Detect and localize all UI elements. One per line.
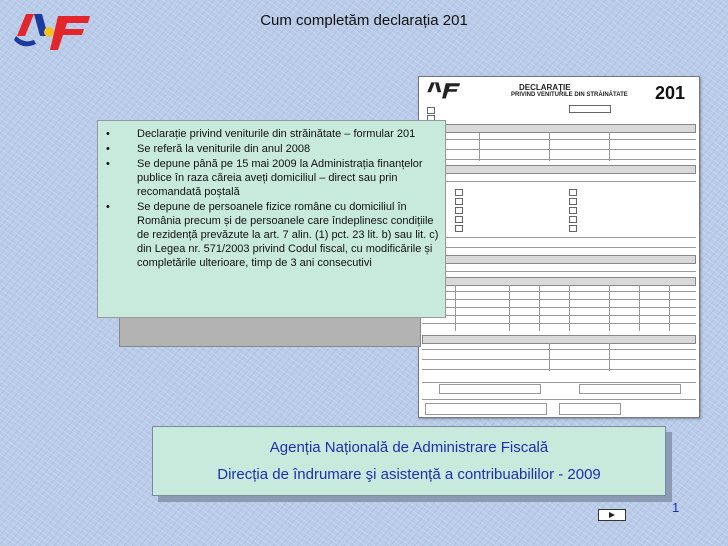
play-icon	[609, 512, 615, 518]
department-name: Direcția de îndrumare şi asistență a contribuabililor - 2009	[217, 466, 601, 483]
bullet-icon: •	[106, 158, 110, 170]
bullet-icon: •	[106, 201, 110, 213]
list-item	[102, 200, 441, 270]
page-number: 1	[672, 500, 680, 515]
list-item-text: Se depune de persoanele fizice române cu domiciliul în România precum și de persoanele care îndeplinesc condițiile de rezidență prevăzute la art. 7 alin. (1) pct. 23 lit. b) sau lit. c) din Legea nr. 571/2003 privind Codul fiscal, cu modificările și completările ulterioare, timp de 3 ani consecutivi	[137, 201, 439, 269]
bullet-list-box	[97, 120, 446, 318]
list-item	[102, 142, 441, 156]
form-number: 201	[654, 83, 685, 103]
list-item	[102, 157, 441, 199]
bullet-list	[102, 127, 441, 270]
form-header	[419, 77, 699, 122]
list-item-text: Se depune până pe 15 mai 2009 la Administrația finanțelor publice în raza căreia aveți domiciliul – direct sau prin recomandată poștală	[137, 158, 423, 198]
list-item-text: Declarație privind veniturile din străinătate – formular 201	[137, 128, 416, 140]
list-item-text: Se referă la veniturile din anul 2008	[137, 143, 311, 155]
form-title: DECLARAȚIE	[519, 83, 571, 92]
page-title: Cum completăm declarația 201	[260, 12, 468, 29]
list-item	[102, 127, 441, 141]
next-slide-button[interactable]	[598, 509, 626, 521]
agency-name: Agenția Națională de Administrare Fiscală	[269, 439, 549, 456]
agency-banner	[152, 426, 666, 496]
form-logo	[425, 79, 461, 101]
bullet-icon: •	[106, 143, 110, 155]
form-201-image	[418, 76, 700, 418]
bullet-icon: •	[106, 128, 110, 140]
form-subtitle: PRIVIND VENITURILE DIN STRĂINĂTATE	[511, 92, 628, 98]
